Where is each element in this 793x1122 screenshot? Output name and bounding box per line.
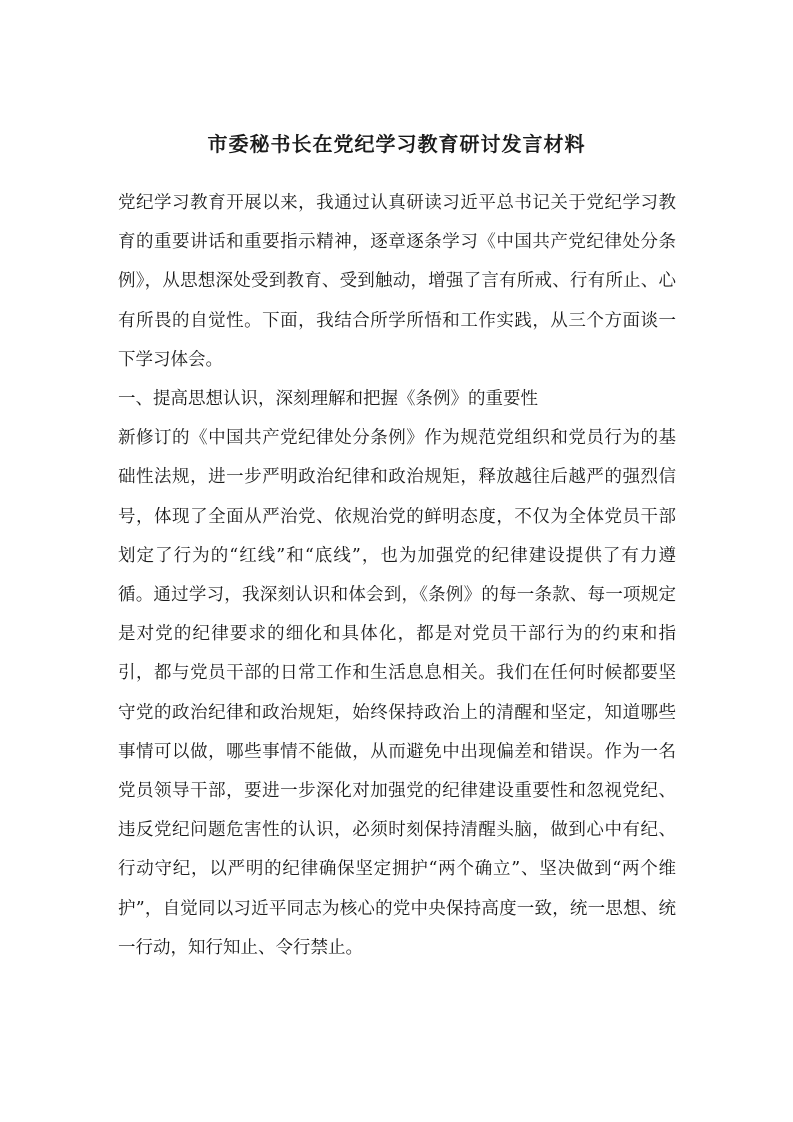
section-1-heading: 一、提高思想认识，深刻理解和把握《条例》的重要性 [118, 389, 538, 410]
document-body [118, 184, 676, 968]
section-1-paragraph: 新修订的《中国共产党纪律处分条例》作为规范党组织和党员行为的基础性法规，进一步严明政治纪律和政治规矩，释放越往后越严的强烈信号，体现了全面从严治党、依规治党的鲜明态度，不仅为全体党员干部划定了行为的“红线”和“底线”，也为加强党的纪律建设提供了有力遵循。通过学习，我深刻认识和体会到，《条例》的每一条款、每一项规定是对党的纪律要求的细化和具体化，都是对党员干部行为的约束和指引，都与党员干部的日常工作和生活息息相关。我们在任何时候都要坚守党的政治纪律和政治规矩，始终保持政治上的清醒和坚定，知道哪些事情可以做，哪些事情不能做，从而避免中出现偏差和错误。作为一名党员领导干部，要进一步深化对加强党的纪律建设重要性和忽视党纪、违反党纪问题危害性的认识，必须时刻保持清醒头脑，做到心中有纪、行动守纪，以严明的纪律确保坚定拥护“两个确立”、坚决做到“两个维护”，自觉同以习近平同志为核心的党中央保持高度一致，统一思想、统一行动，知行知止、令行禁止。 [118, 428, 676, 958]
intro-paragraph: 党纪学习教育开展以来，我通过认真研读习近平总书记关于党纪学习教育的重要讲话和重要指示精神，逐章逐条学习《中国共产党纪律处分条例》，从思想深处受到教育、受到触动，增强了言有所戒、行有所止、心有所畏的自觉性。下面，我结合所学所悟和工作实践，从三个方面谈一下学习体会。 [118, 193, 676, 370]
document-title: 市委秘书长在党纪学习教育研讨发言材料 [207, 132, 586, 156]
